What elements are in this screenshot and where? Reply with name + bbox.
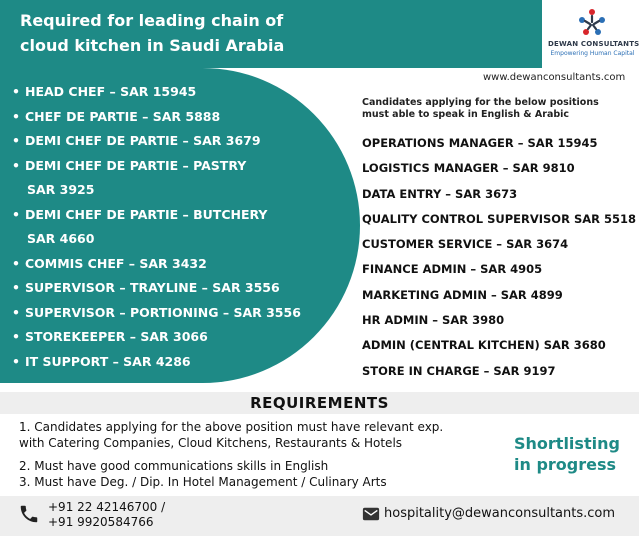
logo-company-name: DEWAN CONSULTANTS: [548, 40, 639, 48]
bullet-icon: •: [12, 133, 20, 148]
position-title: SUPERVISOR – PORTIONING – SAR 3556: [25, 304, 301, 320]
contact-footer: [0, 496, 639, 536]
bullet-icon: •: [12, 280, 20, 295]
logo-tagline: Empowering Human Capital: [550, 50, 635, 57]
bullet-icon: •: [12, 84, 20, 99]
position-title: STOREKEEPER – SAR 3066: [25, 329, 208, 344]
email-icon: [362, 505, 380, 523]
right-position-item: FINANCE ADMIN – SAR 4905: [362, 262, 543, 277]
phone-number-1[interactable]: +91 22 42146700 /: [48, 500, 166, 514]
requirements-bar: [0, 392, 639, 414]
position-title: HEAD CHEF – SAR 15945: [25, 84, 197, 99]
headline-line-1: Required for leading chain of: [20, 11, 284, 30]
right-position-item: STORE IN CHARGE – SAR 9197: [362, 363, 556, 378]
right-position-item: CUSTOMER SERVICE – SAR 3674: [362, 237, 569, 252]
company-logo: [548, 2, 637, 66]
requirement-1-line-2: with Catering Companies, Cloud Kitchens, Restaurants & Hotels: [19, 436, 403, 450]
headline-line-2: cloud kitchen in Saudi Arabia: [20, 36, 285, 55]
position-salary: SAR 3925: [27, 182, 95, 197]
requirements-title: REQUIREMENTS: [250, 394, 389, 412]
left-position-item: [10, 154, 301, 203]
position-title: DEMI CHEF DE PARTIE – BUTCHERY: [25, 206, 268, 222]
position-title: CHEF DE PARTIE – SAR 5888: [25, 108, 221, 124]
right-position-item: OPERATIONS MANAGER – SAR 15945: [362, 136, 598, 150]
phone-numbers[interactable]: [48, 500, 165, 530]
left-position-item: [10, 80, 301, 105]
bullet-icon: •: [12, 206, 20, 222]
right-position-item: HR ADMIN – SAR 3980: [362, 313, 505, 328]
left-position-item: [10, 203, 301, 252]
status-line-1: Shortlisting: [514, 434, 620, 453]
left-position-item: [10, 252, 301, 277]
phone-number-2[interactable]: +91 9920584766: [48, 515, 154, 529]
position-title: IT SUPPORT – SAR 4286: [25, 353, 191, 369]
bullet-icon: •: [12, 353, 20, 369]
requirement-2: 2. Must have good communications skills in English: [19, 459, 329, 473]
bullet-icon: •: [12, 304, 20, 320]
bullet-icon: •: [12, 157, 20, 173]
phone-icon: [18, 503, 40, 525]
left-position-item: [10, 301, 301, 326]
status-line-2: in progress: [514, 455, 617, 474]
header-banner: [0, 0, 542, 68]
headline: [20, 8, 320, 58]
left-position-item: [10, 276, 301, 301]
requirement-1-line-1: 1. Candidates applying for the above position must have relevant exp.: [19, 420, 444, 434]
right-position-item: LOGISTICS MANAGER – SAR 9810: [362, 161, 575, 176]
left-position-item: [10, 350, 301, 375]
position-title: DEMI CHEF DE PARTIE – SAR 3679: [25, 133, 261, 148]
requirement-3: 3. Must have Deg. / Dip. In Hotel Management / Culinary Arts: [19, 475, 387, 489]
right-position-item: ADMIN (CENTRAL KITCHEN) SAR 3680: [362, 338, 606, 353]
bullet-icon: •: [12, 329, 20, 344]
right-position-item: QUALITY CONTROL SUPERVISOR SAR 5518: [362, 211, 636, 226]
position-title: DEMI CHEF DE PARTIE – PASTRY: [25, 157, 247, 173]
website-link[interactable]: www.dewanconsultants.com: [483, 72, 626, 83]
email-address[interactable]: hospitality@dewanconsultants.com: [384, 506, 616, 521]
right-position-item: MARKETING ADMIN – SAR 4899: [362, 287, 563, 302]
bullet-icon: •: [12, 255, 20, 271]
language-requirement-note: Candidates applying for the below positions must able to speak in English & Arabic: [362, 97, 599, 120]
right-positions-list: [362, 131, 636, 384]
bullet-icon: •: [12, 108, 20, 124]
shortlisting-status: [514, 433, 620, 475]
position-title: COMMIS CHEF – SAR 3432: [25, 255, 207, 271]
position-salary: SAR 4660: [27, 231, 95, 246]
people-circle-logo-icon: [576, 7, 608, 39]
left-position-item: [10, 129, 301, 154]
left-position-item: [10, 105, 301, 130]
right-position-item: DATA ENTRY – SAR 3673: [362, 186, 518, 201]
left-position-item: [10, 325, 301, 350]
left-positions-list: [10, 80, 301, 374]
position-title: SUPERVISOR – TRAYLINE – SAR 3556: [25, 280, 280, 295]
